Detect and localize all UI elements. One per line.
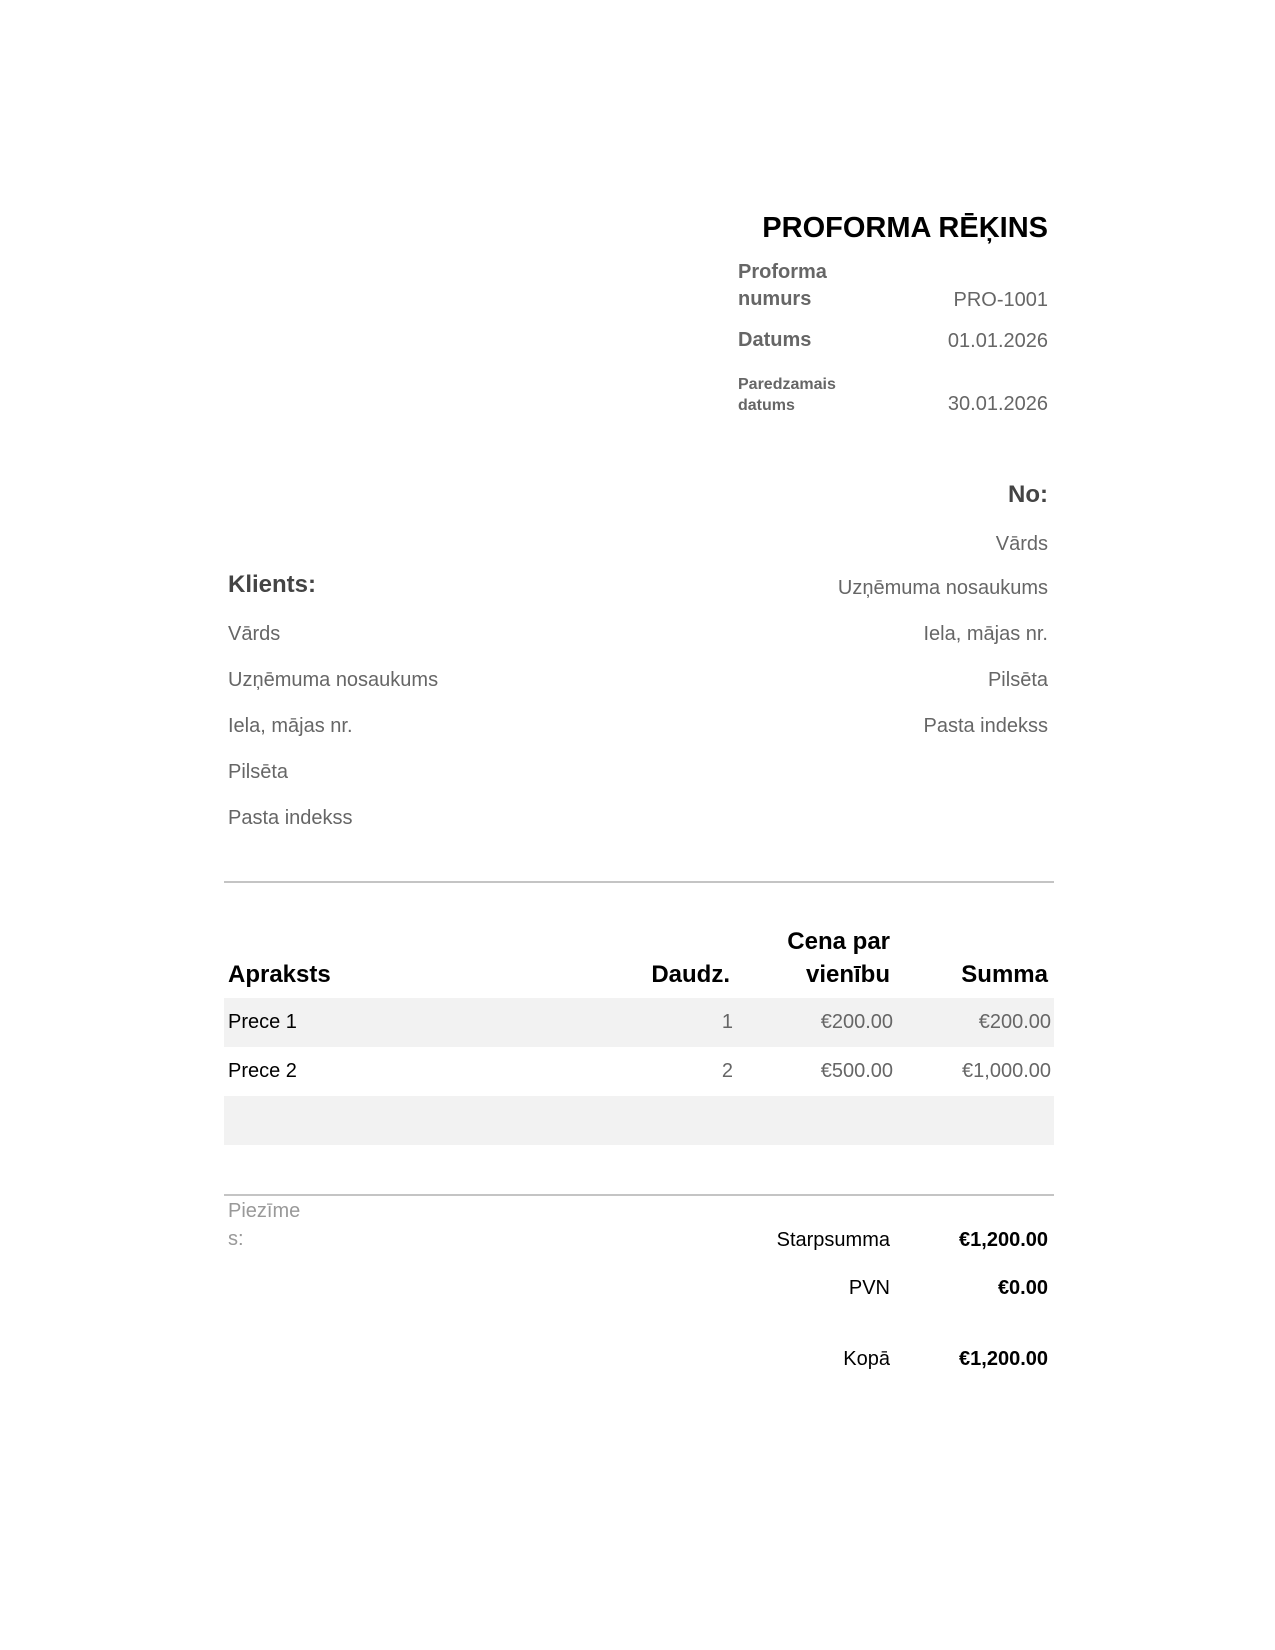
date-value: 01.01.2026 (947, 330, 1048, 352)
from-postal: Pasta indekss (923, 715, 1048, 737)
notes-label: Piezīmes: (228, 1200, 301, 1250)
col-header-unit-price: Cena par vienību (787, 928, 890, 988)
subtotal-value: €1,200.00 (959, 1229, 1048, 1251)
table-row (224, 1047, 1054, 1096)
col-header-amount: Summa (961, 961, 1048, 988)
total-label: Kopā (843, 1348, 890, 1370)
divider-bottom (224, 1194, 1054, 1196)
subtotal-label: Starpsumma (776, 1229, 890, 1251)
from-city: Pilsēta (987, 669, 1048, 691)
tax-value: €0.00 (997, 1277, 1048, 1299)
from-name: Vārds (995, 533, 1048, 555)
proforma-number-label: Proforma numurs (738, 261, 827, 310)
client-company: Uzņēmuma nosaukums (228, 669, 439, 691)
table-row (224, 998, 1054, 1047)
from-heading: No: (1008, 481, 1048, 508)
col-header-description: Apraksts (228, 961, 331, 988)
table-row (224, 1096, 1054, 1145)
row-description: Prece 1 (228, 1011, 297, 1033)
client-street: Iela, mājas nr. (228, 715, 353, 737)
due-date-label: Paredzamais datums (738, 376, 836, 414)
total-value: €1,200.00 (959, 1348, 1048, 1370)
row-amount: €1,000.00 (962, 1060, 1051, 1082)
date-label: Datums (738, 329, 812, 351)
row-amount: €200.00 (978, 1011, 1051, 1033)
client-city: Pilsēta (228, 761, 289, 783)
client-heading: Klients: (228, 571, 317, 598)
from-company: Uzņēmuma nosaukums (837, 577, 1048, 599)
from-street: Iela, mājas nr. (923, 623, 1048, 645)
divider-top (224, 881, 1054, 883)
row-qty: 2 (721, 1060, 733, 1082)
tax-label: PVN (848, 1277, 890, 1299)
col-header-qty: Daudz. (651, 961, 730, 988)
row-qty: 1 (721, 1011, 733, 1033)
row-unit-price: €200.00 (820, 1011, 893, 1033)
row-unit-price: €500.00 (820, 1060, 893, 1082)
row-description: Prece 2 (228, 1060, 297, 1082)
client-name: Vārds (228, 623, 281, 645)
document-title: PROFORMA RĒĶINS (762, 212, 1048, 244)
proforma-number-value: PRO-1001 (953, 289, 1048, 311)
client-postal: Pasta indekss (228, 807, 353, 829)
due-date-value: 30.01.2026 (947, 393, 1048, 415)
